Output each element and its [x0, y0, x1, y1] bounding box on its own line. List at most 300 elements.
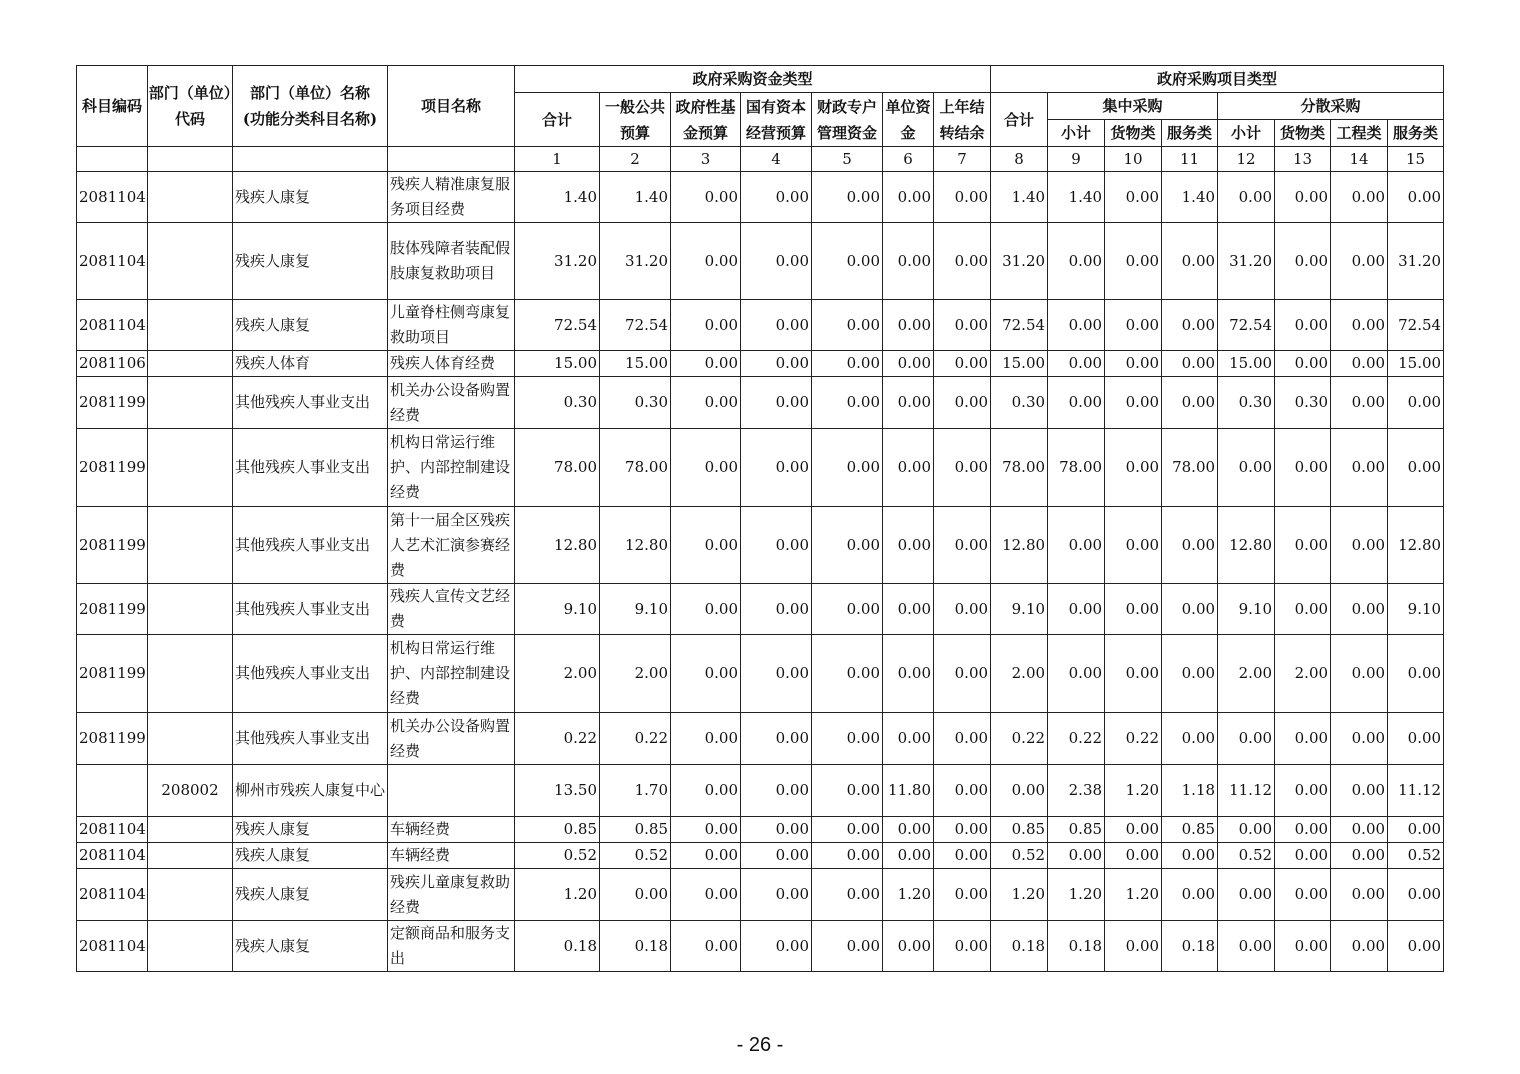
value-cell: 12.80	[991, 507, 1048, 584]
value-cell: 0.00	[1275, 300, 1331, 351]
value-cell: 1.40	[600, 172, 671, 223]
subject-code-cell	[77, 765, 148, 817]
value-cell: 12.80	[600, 507, 671, 584]
value-cell: 0.85	[600, 817, 671, 843]
value-cell: 0.85	[515, 817, 600, 843]
procurement-table	[76, 65, 1444, 972]
value-cell: 2.38	[1048, 765, 1105, 817]
subject-code-cell: 2081104	[77, 921, 148, 972]
value-cell: 0.00	[1162, 635, 1218, 713]
value-cell: 0.18	[991, 921, 1048, 972]
value-cell: 0.00	[1162, 507, 1218, 584]
value-cell: 0.00	[741, 921, 812, 972]
value-cell: 0.52	[1218, 843, 1275, 869]
value-cell: 15.00	[600, 351, 671, 377]
value-cell: 72.54	[991, 300, 1048, 351]
value-cell: 0.00	[741, 765, 812, 817]
dept-name-cell: 残疾人康复	[233, 172, 388, 223]
subject-code-cell: 2081199	[77, 429, 148, 507]
value-cell: 0.00	[934, 921, 991, 972]
value-cell: 0.00	[883, 921, 934, 972]
header-central-subtotal: 小计	[1048, 120, 1105, 147]
project-name-cell: 残疾儿童康复救助经费	[388, 869, 515, 921]
subject-code-cell: 2081199	[77, 507, 148, 584]
value-cell: 0.00	[1331, 300, 1388, 351]
value-cell: 12.80	[515, 507, 600, 584]
value-cell: 0.30	[991, 377, 1048, 429]
table-row	[77, 635, 1444, 713]
table-row	[77, 300, 1444, 351]
value-cell: 0.00	[934, 351, 991, 377]
dept-name-cell: 其他残疾人事业支出	[233, 507, 388, 584]
value-cell: 0.00	[671, 223, 741, 300]
value-cell: 0.00	[671, 635, 741, 713]
value-cell: 0.00	[812, 869, 883, 921]
value-cell: 0.00	[741, 351, 812, 377]
value-cell: 0.00	[1105, 843, 1162, 869]
value-cell: 0.00	[1162, 351, 1218, 377]
dept-code-cell	[148, 921, 233, 972]
value-cell: 0.00	[1331, 765, 1388, 817]
subject-code-cell: 2081104	[77, 817, 148, 843]
value-cell: 2.00	[1275, 635, 1331, 713]
project-name-cell: 车辆经费	[388, 817, 515, 843]
value-cell: 0.00	[1105, 351, 1162, 377]
value-cell: 31.20	[515, 223, 600, 300]
value-cell: 0.85	[1048, 817, 1105, 843]
value-cell: 0.00	[741, 172, 812, 223]
value-cell: 0.00	[1388, 429, 1444, 507]
value-cell: 0.00	[1048, 351, 1105, 377]
header-fund-total: 合计	[515, 93, 600, 147]
column-index: 15	[1388, 147, 1444, 172]
value-cell: 0.30	[1218, 377, 1275, 429]
value-cell: 0.00	[812, 713, 883, 765]
header-dept-code: 部门（单位）代码	[148, 66, 233, 147]
value-cell: 1.40	[1162, 172, 1218, 223]
value-cell: 0.52	[600, 843, 671, 869]
value-cell: 0.00	[1048, 843, 1105, 869]
value-cell: 0.00	[1275, 713, 1331, 765]
value-cell: 0.00	[1105, 223, 1162, 300]
value-cell: 0.22	[515, 713, 600, 765]
value-cell: 0.00	[1162, 843, 1218, 869]
value-cell: 0.00	[1275, 223, 1331, 300]
value-cell: 0.00	[883, 223, 934, 300]
value-cell: 0.00	[812, 765, 883, 817]
value-cell: 9.10	[1388, 584, 1444, 635]
value-cell: 0.00	[671, 765, 741, 817]
header-dispersed-subtotal: 小计	[1218, 120, 1275, 147]
table-row	[77, 843, 1444, 869]
value-cell: 0.18	[515, 921, 600, 972]
value-cell: 0.00	[671, 584, 741, 635]
dept-name-cell: 残疾人康复	[233, 300, 388, 351]
value-cell: 0.00	[883, 817, 934, 843]
header-fund-type-group: 政府采购资金类型	[515, 66, 991, 93]
value-cell: 0.00	[1388, 635, 1444, 713]
value-cell: 0.00	[812, 507, 883, 584]
value-cell: 15.00	[991, 351, 1048, 377]
value-cell: 31.20	[600, 223, 671, 300]
value-cell: 1.40	[1048, 172, 1105, 223]
table-row	[77, 713, 1444, 765]
value-cell: 0.00	[671, 713, 741, 765]
table-row	[77, 765, 1444, 817]
value-cell: 1.20	[1048, 869, 1105, 921]
value-cell: 1.70	[600, 765, 671, 817]
table-row	[77, 351, 1444, 377]
value-cell: 78.00	[1048, 429, 1105, 507]
value-cell: 0.00	[934, 584, 991, 635]
value-cell: 0.00	[1331, 635, 1388, 713]
value-cell: 1.20	[991, 869, 1048, 921]
value-cell: 0.00	[883, 635, 934, 713]
value-cell: 0.00	[741, 377, 812, 429]
header-dispersed-services: 服务类	[1388, 120, 1444, 147]
value-cell: 0.00	[741, 507, 812, 584]
value-cell: 0.00	[1388, 817, 1444, 843]
value-cell: 0.52	[515, 843, 600, 869]
value-cell: 0.22	[1048, 713, 1105, 765]
column-index: 4	[741, 147, 812, 172]
value-cell: 0.00	[1048, 223, 1105, 300]
value-cell: 0.00	[883, 377, 934, 429]
table-row	[77, 921, 1444, 972]
value-cell: 0.00	[1331, 351, 1388, 377]
value-cell: 2.00	[1218, 635, 1275, 713]
subject-code-cell: 2081104	[77, 843, 148, 869]
value-cell: 0.00	[934, 429, 991, 507]
header-fund-unit: 单位资 金	[883, 93, 934, 147]
value-cell: 78.00	[600, 429, 671, 507]
project-name-cell: 机构日常运行维护、内部控制建设经费	[388, 429, 515, 507]
value-cell: 0.00	[1388, 713, 1444, 765]
project-name-cell	[388, 765, 515, 817]
column-index: 2	[600, 147, 671, 172]
value-cell: 0.00	[1162, 377, 1218, 429]
value-cell: 0.00	[1275, 351, 1331, 377]
column-index: 9	[1048, 147, 1105, 172]
project-name-cell: 车辆经费	[388, 843, 515, 869]
project-name-cell: 残疾人精准康复服务项目经费	[388, 172, 515, 223]
value-cell: 1.20	[1105, 765, 1162, 817]
value-cell: 0.00	[1388, 921, 1444, 972]
value-cell: 12.80	[1388, 507, 1444, 584]
table-row	[77, 869, 1444, 921]
value-cell: 0.00	[934, 817, 991, 843]
value-cell: 0.00	[1275, 869, 1331, 921]
value-cell: 0.00	[1275, 429, 1331, 507]
value-cell: 0.00	[934, 377, 991, 429]
subject-code-cell: 2081104	[77, 172, 148, 223]
value-cell: 0.00	[1331, 377, 1388, 429]
dept-code-cell	[148, 223, 233, 300]
value-cell: 0.18	[600, 921, 671, 972]
value-cell: 0.00	[1048, 584, 1105, 635]
project-name-cell: 肢体残障者装配假肢康复救助项目	[388, 223, 515, 300]
value-cell: 0.00	[1105, 921, 1162, 972]
header-central-services: 服务类	[1162, 120, 1218, 147]
column-index: 3	[671, 147, 741, 172]
value-cell: 0.00	[600, 869, 671, 921]
value-cell: 9.10	[1218, 584, 1275, 635]
value-cell: 0.30	[1275, 377, 1331, 429]
value-cell: 0.18	[1048, 921, 1105, 972]
value-cell: 0.00	[883, 507, 934, 584]
value-cell: 0.00	[1331, 429, 1388, 507]
value-cell: 0.00	[812, 429, 883, 507]
value-cell: 0.00	[1218, 921, 1275, 972]
value-cell: 0.00	[812, 635, 883, 713]
value-cell: 0.00	[671, 300, 741, 351]
value-cell: 0.00	[671, 507, 741, 584]
dept-code-cell	[148, 172, 233, 223]
value-cell: 0.00	[934, 300, 991, 351]
value-cell: 0.00	[1162, 223, 1218, 300]
value-cell: 0.00	[671, 921, 741, 972]
dept-name-cell: 其他残疾人事业支出	[233, 429, 388, 507]
value-cell: 0.00	[1162, 869, 1218, 921]
value-cell: 0.00	[671, 429, 741, 507]
value-cell: 0.00	[1331, 921, 1388, 972]
dept-code-cell	[148, 351, 233, 377]
header-central-procurement: 集中采购	[1048, 93, 1218, 120]
dept-code-cell	[148, 843, 233, 869]
header-subject-code: 科目编码	[77, 66, 148, 147]
value-cell: 0.00	[1048, 507, 1105, 584]
column-index: 5	[812, 147, 883, 172]
dept-name-cell: 柳州市残疾人康复中心	[233, 765, 388, 817]
value-cell: 0.00	[741, 584, 812, 635]
value-cell: 0.00	[812, 817, 883, 843]
subject-code-cell: 2081199	[77, 584, 148, 635]
value-cell: 15.00	[1388, 351, 1444, 377]
value-cell: 0.00	[1275, 817, 1331, 843]
dept-code-cell	[148, 300, 233, 351]
header-fund-general: 一般公共 预算	[600, 93, 671, 147]
value-cell: 31.20	[991, 223, 1048, 300]
value-cell: 0.00	[1331, 869, 1388, 921]
value-cell: 0.00	[1388, 172, 1444, 223]
project-name-cell: 定额商品和服务支出	[388, 921, 515, 972]
value-cell: 0.00	[934, 869, 991, 921]
subject-code-cell: 2081104	[77, 869, 148, 921]
value-cell: 0.00	[1331, 223, 1388, 300]
value-cell: 0.00	[1105, 300, 1162, 351]
header-project-total: 合计	[991, 93, 1048, 147]
value-cell: 0.00	[741, 223, 812, 300]
column-index: 14	[1331, 147, 1388, 172]
dept-name-cell: 残疾人康复	[233, 921, 388, 972]
value-cell: 0.00	[883, 300, 934, 351]
value-cell: 0.00	[812, 351, 883, 377]
value-cell: 0.00	[671, 172, 741, 223]
value-cell: 9.10	[991, 584, 1048, 635]
value-cell: 9.10	[600, 584, 671, 635]
value-cell: 1.20	[883, 869, 934, 921]
value-cell: 0.00	[1105, 377, 1162, 429]
header-dept-name: 部门（单位）名称 (功能分类科目名称)	[233, 66, 388, 147]
value-cell: 0.00	[1331, 843, 1388, 869]
value-cell: 0.52	[1388, 843, 1444, 869]
value-cell: 0.00	[1331, 817, 1388, 843]
value-cell: 12.80	[1218, 507, 1275, 584]
project-name-cell: 机关办公设备购置经费	[388, 713, 515, 765]
dept-name-cell: 残疾人康复	[233, 843, 388, 869]
value-cell: 0.00	[812, 584, 883, 635]
value-cell: 0.00	[1048, 377, 1105, 429]
header-dispersed-procurement: 分散采购	[1218, 93, 1444, 120]
header-dispersed-goods: 货物类	[1275, 120, 1331, 147]
table-body	[77, 172, 1444, 972]
project-name-cell: 机构日常运行维护、内部控制建设经费	[388, 635, 515, 713]
value-cell: 72.54	[1388, 300, 1444, 351]
value-cell: 0.22	[1105, 713, 1162, 765]
value-cell: 0.00	[1105, 172, 1162, 223]
value-cell: 0.00	[671, 351, 741, 377]
value-cell: 0.00	[1218, 713, 1275, 765]
value-cell: 0.00	[934, 223, 991, 300]
value-cell: 0.00	[812, 300, 883, 351]
value-cell: 0.00	[991, 765, 1048, 817]
dept-name-cell: 其他残疾人事业支出	[233, 377, 388, 429]
value-cell: 0.00	[1331, 713, 1388, 765]
value-cell: 31.20	[1388, 223, 1444, 300]
value-cell: 0.00	[741, 300, 812, 351]
value-cell: 0.00	[883, 172, 934, 223]
value-cell: 0.00	[671, 817, 741, 843]
value-cell: 0.85	[1162, 817, 1218, 843]
subject-code-cell: 2081106	[77, 351, 148, 377]
value-cell: 0.00	[883, 584, 934, 635]
value-cell: 0.00	[1275, 921, 1331, 972]
dept-name-cell: 其他残疾人事业支出	[233, 635, 388, 713]
column-index: 13	[1275, 147, 1331, 172]
value-cell: 0.00	[1218, 817, 1275, 843]
value-cell: 0.00	[1105, 635, 1162, 713]
value-cell: 0.00	[934, 635, 991, 713]
value-cell: 0.00	[1105, 429, 1162, 507]
value-cell: 0.00	[741, 635, 812, 713]
value-cell: 72.54	[515, 300, 600, 351]
value-cell: 0.00	[1275, 584, 1331, 635]
page-number: - 26 -	[736, 1034, 784, 1056]
value-cell: 0.22	[991, 713, 1048, 765]
dept-name-cell: 其他残疾人事业支出	[233, 584, 388, 635]
value-cell: 2.00	[991, 635, 1048, 713]
header-central-goods: 货物类	[1105, 120, 1162, 147]
value-cell: 0.00	[1331, 172, 1388, 223]
value-cell: 0.00	[883, 429, 934, 507]
table-row	[77, 584, 1444, 635]
value-cell: 2.00	[515, 635, 600, 713]
table-row	[77, 377, 1444, 429]
value-cell: 0.00	[671, 377, 741, 429]
header-fund-carryover: 上年结 转结余	[934, 93, 991, 147]
value-cell: 72.54	[1218, 300, 1275, 351]
value-cell: 0.18	[1162, 921, 1218, 972]
value-cell: 0.00	[883, 713, 934, 765]
value-cell: 0.00	[671, 843, 741, 869]
dept-code-cell	[148, 713, 233, 765]
header-project-name: 项目名称	[388, 66, 515, 147]
dept-code-cell	[148, 429, 233, 507]
value-cell: 0.00	[934, 713, 991, 765]
value-cell: 78.00	[991, 429, 1048, 507]
table-row	[77, 817, 1444, 843]
value-cell: 0.30	[515, 377, 600, 429]
value-cell: 11.12	[1388, 765, 1444, 817]
dept-name-cell: 残疾人康复	[233, 223, 388, 300]
value-cell: 0.00	[741, 429, 812, 507]
dept-code-cell	[148, 635, 233, 713]
value-cell: 0.00	[1388, 377, 1444, 429]
project-name-cell: 残疾人宣传文艺经费	[388, 584, 515, 635]
dept-name-cell: 其他残疾人事业支出	[233, 713, 388, 765]
subject-code-cell: 2081104	[77, 300, 148, 351]
project-name-cell: 残疾人体育经费	[388, 351, 515, 377]
value-cell: 1.40	[515, 172, 600, 223]
dept-name-cell: 残疾人体育	[233, 351, 388, 377]
value-cell: 11.80	[883, 765, 934, 817]
value-cell: 0.52	[991, 843, 1048, 869]
value-cell: 0.00	[934, 507, 991, 584]
value-cell: 0.00	[1162, 713, 1218, 765]
column-index: 1	[515, 147, 600, 172]
value-cell: 0.00	[934, 172, 991, 223]
value-cell: 0.00	[1162, 300, 1218, 351]
value-cell: 0.85	[991, 817, 1048, 843]
value-cell: 0.00	[1388, 869, 1444, 921]
value-cell: 0.00	[1275, 507, 1331, 584]
dept-code-cell	[148, 507, 233, 584]
column-index: 11	[1162, 147, 1218, 172]
table-row	[77, 223, 1444, 300]
subject-code-cell: 2081104	[77, 223, 148, 300]
header-fund-special-account: 财政专户 管理资金	[812, 93, 883, 147]
value-cell: 1.18	[1162, 765, 1218, 817]
value-cell: 1.20	[515, 869, 600, 921]
table-row	[77, 507, 1444, 584]
value-cell: 9.10	[515, 584, 600, 635]
value-cell: 0.00	[1105, 507, 1162, 584]
column-index: 8	[991, 147, 1048, 172]
value-cell: 0.00	[1218, 172, 1275, 223]
column-index: 7	[934, 147, 991, 172]
value-cell: 0.00	[883, 843, 934, 869]
value-cell: 15.00	[515, 351, 600, 377]
value-cell: 0.00	[934, 843, 991, 869]
value-cell: 11.12	[1218, 765, 1275, 817]
value-cell: 78.00	[1162, 429, 1218, 507]
value-cell: 0.00	[1105, 584, 1162, 635]
value-cell: 78.00	[515, 429, 600, 507]
table-header	[77, 66, 1444, 172]
value-cell: 31.20	[1218, 223, 1275, 300]
header-index-row	[77, 147, 1444, 172]
value-cell: 0.00	[741, 843, 812, 869]
dept-name-cell: 残疾人康复	[233, 817, 388, 843]
value-cell: 0.00	[1048, 300, 1105, 351]
header-fund-gov-fund: 政府性基 金预算	[671, 93, 741, 147]
column-index: 6	[883, 147, 934, 172]
value-cell: 1.40	[991, 172, 1048, 223]
value-cell: 0.00	[1275, 172, 1331, 223]
value-cell: 0.00	[1331, 584, 1388, 635]
value-cell: 0.00	[1218, 429, 1275, 507]
table-row	[77, 172, 1444, 223]
